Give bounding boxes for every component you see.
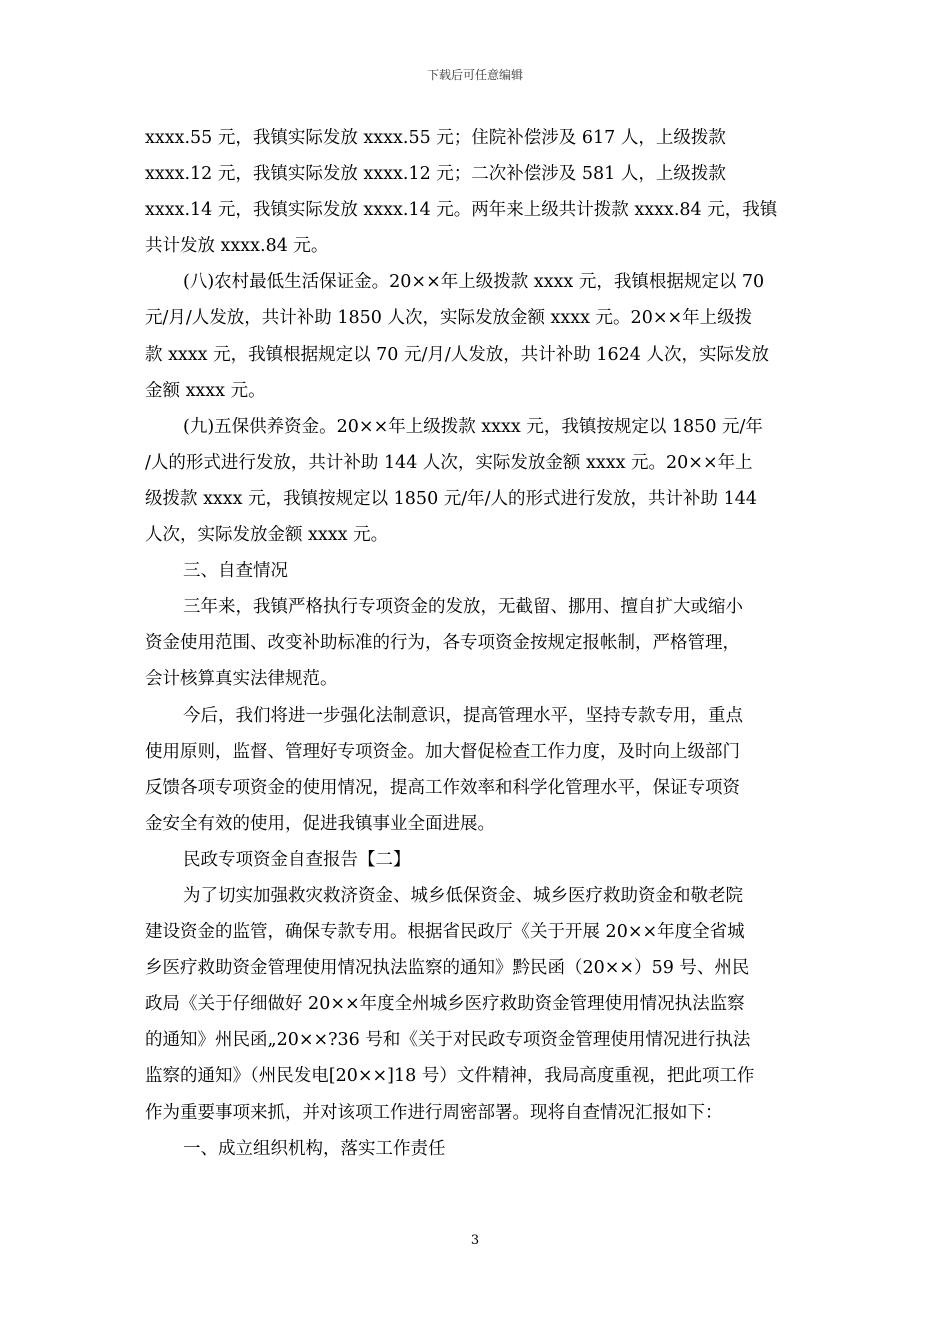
- text-line: 的通知》州民函„20××?36 号和《关于对民政专项资金管理使用情况进行执法: [145, 1030, 751, 1051]
- text-line: 元/月/人发放，共计补助 1850 人次，实际发放金额 xxxx 元。20××年上级拨: [145, 308, 753, 329]
- text-line: xxxx.12 元，我镇实际发放 xxxx.12 元；二次补偿涉及 581 人，上级拨款: [145, 164, 726, 185]
- text-line: 作为重要事项来抓，并对该项工作进行周密部署。现将自查情况汇报如下：: [145, 1102, 723, 1123]
- section-heading: 三、自查情况: [183, 561, 288, 582]
- text-line: 人次，实际发放金额 xxxx 元。: [145, 525, 389, 546]
- text-line: 共计发放 xxxx.84 元。: [145, 236, 329, 257]
- text-line: 资金使用范围、改变补助标准的行为，各专项资金按规定报帐制，严格管理，: [145, 633, 740, 654]
- paragraph-start-line: 三年来，我镇严格执行专项资金的发放，无截留、挪用、擅自扩大或缩小: [183, 597, 743, 618]
- paragraph-start-line: 为了切实加强救灾救济资金、城乡低保资金、城乡医疗救助资金和敬老院: [183, 885, 743, 906]
- text-line: /人的形式进行发放，共计补助 144 人次，实际发放金额 xxxx 元。20××年上: [145, 452, 753, 473]
- text-line: xxxx.55 元，我镇实际发放 xxxx.55 元；住院补偿涉及 617 人，上级拨款: [145, 128, 726, 148]
- page-header: 下载后可任意编辑: [426, 68, 523, 82]
- text-line: 款 xxxx 元，我镇根据规定以 70 元/月/人发放，共计补助 1624 人次，实际发放: [145, 344, 769, 365]
- text-line: 政局《关于仔细做好 20××年度全州城乡医疗救助资金管理使用情况执法监察: [145, 994, 745, 1015]
- paragraph-start-line: (八)农村最低生活保证金。20××年上级拨款 xxxx 元，我镇根据规定以 70: [183, 272, 765, 293]
- text-line: 使用原则，监督、管理好专项资金。加大督促检查工作力度，及时向上级部门: [145, 741, 740, 762]
- paragraph-start-line: 今后，我们将进一步强化法制意识，提高管理水平，坚持专款专用，重点: [183, 705, 743, 726]
- text-line: xxxx.14 元，我镇实际发放 xxxx.14 元。两年来上级共计拨款 xxxx.84 元，我镇: [145, 200, 778, 221]
- text-line: 反馈各项专项资金的使用情况，提高工作效率和科学化管理水平，保证专项资: [145, 777, 740, 798]
- text-line: 金安全有效的使用，促进我镇事业全面进展。: [145, 813, 495, 834]
- section-heading: 一、成立组织机构，落实工作责任: [183, 1138, 446, 1159]
- page-number: 3: [470, 1233, 480, 1248]
- text-line: 金额 xxxx 元。: [145, 380, 266, 401]
- text-line: 乡医疗救助资金管理使用情况执法监察的通知》黔民函（20××）59 号、州民: [145, 958, 750, 979]
- text-line: 会计核算真实法律规范。: [145, 669, 338, 690]
- paragraph-start-line: (九)五保供养资金。20××年上级拨款 xxxx 元，我镇按规定以 1850 元/年: [183, 416, 763, 437]
- text-line: 建设资金的监管，确保专款专用。根据省民政厅《关于开展 20××年度全省城: [145, 922, 745, 943]
- document-body: [145, 120, 807, 1167]
- text-line: 监察的通知》（州民发电[20××]18 号）文件精神，我局高度重视，把此项工作: [145, 1066, 755, 1087]
- text-line: 级拨款 xxxx 元，我镇按规定以 1850 元/年/人的形式进行发放，共计补助 144: [145, 488, 758, 509]
- report-subtitle: 民政专项资金自查报告【二】: [183, 849, 411, 870]
